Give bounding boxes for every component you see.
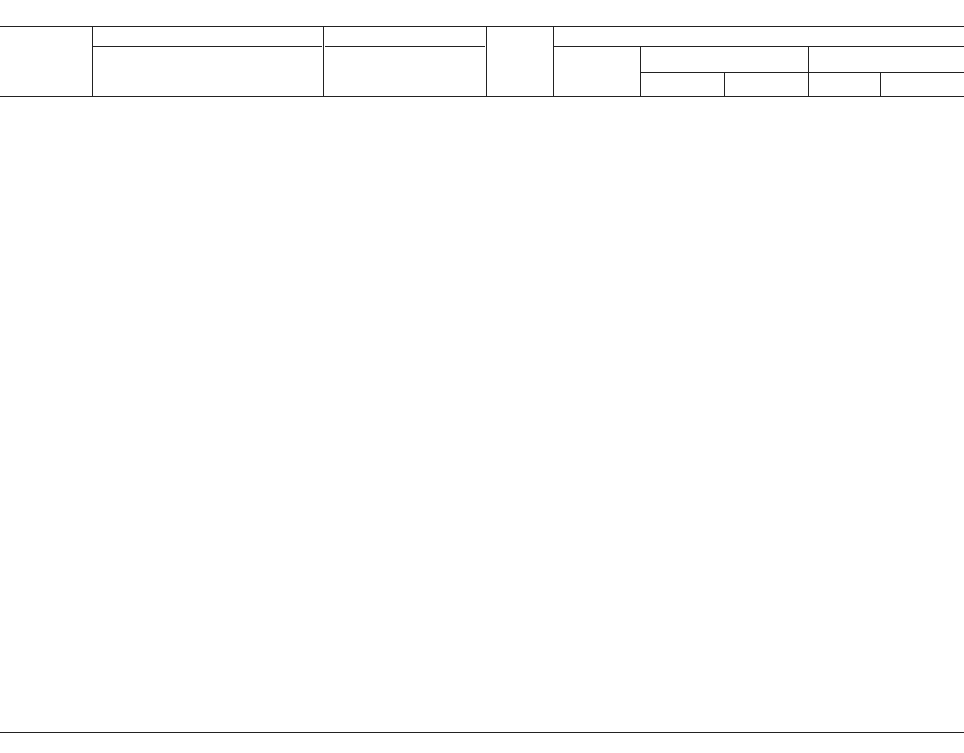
header-rule-pupil [553, 46, 964, 47]
header-rule-sub [640, 72, 964, 73]
header-top-rule [0, 26, 964, 27]
header-divider [486, 26, 487, 96]
header-divider [880, 72, 881, 96]
header-divider [553, 26, 554, 96]
header-rule-school [92, 46, 322, 47]
header-divider [323, 26, 324, 96]
header-bottom-rule [0, 96, 964, 97]
footer-rule [0, 732, 964, 733]
header-rule-teacher [325, 46, 485, 47]
header-divider [808, 46, 809, 96]
table-title [0, 0, 964, 18]
header-divider [724, 72, 725, 96]
header-divider [640, 46, 641, 96]
header-divider [92, 26, 93, 96]
